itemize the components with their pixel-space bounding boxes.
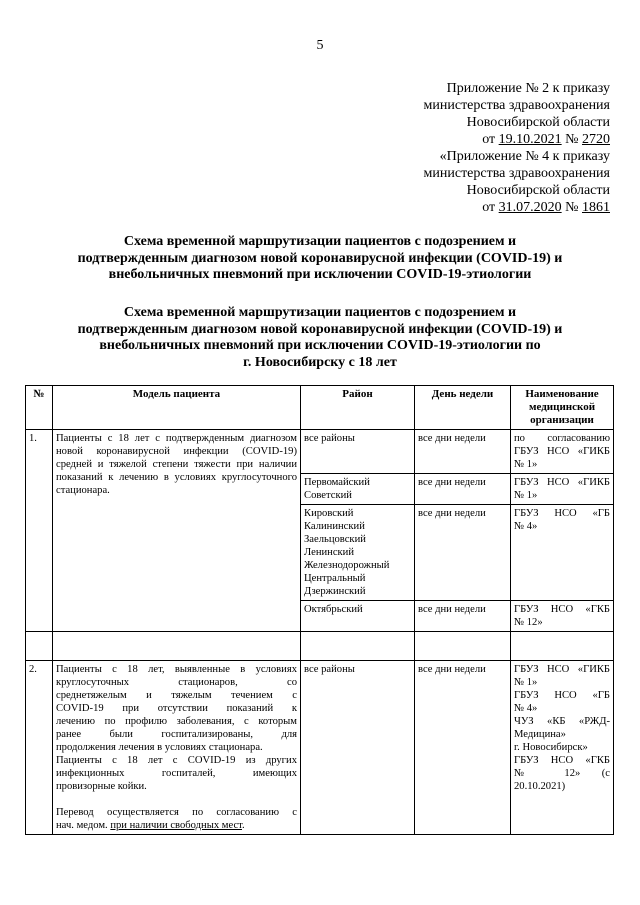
org-line: № 1»	[514, 677, 538, 688]
order-date: 19.10.2021	[498, 132, 562, 147]
table-header-row	[26, 386, 614, 430]
header-num: №	[26, 386, 53, 430]
model-line: продолжения лечения в условиях стационара.	[56, 742, 263, 753]
day-cell: все дни недели	[415, 661, 511, 835]
org-line: № 12» (с	[514, 768, 610, 779]
org-line: № 4»	[514, 521, 538, 532]
org-line: ЧУЗ «КБ «РЖД-	[514, 716, 610, 727]
org-line: № 1»	[514, 459, 538, 470]
district-name: Дзержинский	[304, 586, 366, 597]
district-name: Октябрьский	[304, 604, 363, 615]
row-number: 2.	[26, 661, 53, 835]
district-name: Советский	[304, 490, 352, 501]
org-cell	[511, 474, 614, 505]
org-line: ГБУЗ НСО «ГБ	[514, 690, 610, 701]
row-number: 1.	[26, 430, 53, 632]
order-number-sign: №	[561, 200, 582, 215]
day-cell: все дни недели	[415, 474, 511, 505]
org-line: № 1»	[514, 490, 538, 501]
org-line: г. Новосибирск»	[514, 742, 588, 753]
table-row	[26, 661, 614, 835]
org-cell	[511, 505, 614, 601]
order-number: 2720	[582, 132, 610, 147]
day-cell: все дни недели	[415, 601, 511, 632]
header-org-line: медицинской	[528, 401, 596, 413]
appendix-block	[424, 80, 610, 216]
district-cell	[301, 601, 415, 632]
order-prefix: от	[482, 200, 499, 215]
model-line: Пациенты с 18 лет с COVID-19 из других	[56, 755, 297, 766]
order-prefix: от	[482, 132, 499, 147]
header-district: Район	[301, 386, 415, 430]
title-line: Схема временной маршрутизации пациентов с подозрением и	[123, 234, 517, 249]
appendix-line: Новосибирской области	[466, 183, 610, 198]
patient-model: Пациенты с 18 лет с подтвержденным диагнозом новой коронавирусной инфекции (COVID-19) средней и тяжелой степени тяжести при наличии показаний к лечению в условиях круглосуточного стационара.	[53, 430, 301, 632]
table-row	[26, 430, 614, 474]
model-line: инфекционных госпиталей, имеющих	[56, 768, 297, 779]
header-org-line: организации	[530, 414, 594, 426]
org-line: № 12»	[514, 617, 543, 628]
title-line: Схема временной маршрутизации пациентов с подозрением и	[123, 305, 517, 320]
district-name: Ленинский	[304, 547, 355, 558]
title-line: подтвержденным диагнозом новой коронавирусной инфекции (COVID-19) и	[77, 250, 563, 266]
day-cell: все дни недели	[415, 430, 511, 474]
title-line: внебольничных пневмоний при исключении COVID-19-этиологии	[108, 267, 532, 282]
appendix-line: министерства здравоохранения	[423, 98, 610, 113]
org-cell	[511, 661, 614, 835]
model-line: ранее были госпитализированы, для	[56, 729, 297, 740]
org-line: Медицина»	[514, 729, 566, 740]
district-name: Кировский	[304, 508, 354, 519]
district-name: Центральный	[304, 573, 366, 584]
appendix-order-line	[424, 199, 610, 216]
paragraph-gap	[56, 793, 297, 806]
order-date: 31.07.2020	[498, 200, 562, 215]
transfer-note-line: Перевод осуществляется по согласованию с	[56, 807, 297, 818]
district-name: Заельцовский	[304, 534, 366, 545]
district-name: Калининский	[304, 521, 365, 532]
order-number-sign: №	[561, 132, 582, 147]
document-subtitle	[40, 305, 600, 371]
header-org	[511, 386, 614, 430]
model-line: круглосуточных стационаров, со	[56, 677, 297, 688]
header-model: Модель пациента	[53, 386, 301, 430]
title-line: внебольничных пневмоний при исключении COVID-19-этиологии по	[99, 338, 541, 353]
appendix-order-line	[424, 131, 610, 148]
spacer-cell	[26, 632, 53, 661]
org-cell	[511, 430, 614, 474]
transfer-condition: при наличии свободных мест	[110, 820, 242, 831]
district-name: все районы	[304, 433, 355, 444]
district-cell: все районы	[301, 661, 415, 835]
model-line: провизорные койки.	[56, 781, 147, 792]
transfer-note-line	[56, 819, 297, 832]
appendix-line: Новосибирской области	[466, 115, 610, 130]
model-line: Пациенты с 18 лет, выявленные в условиях	[56, 664, 297, 675]
header-day: День недели	[415, 386, 511, 430]
spacer-cell	[511, 632, 614, 661]
document-title	[40, 234, 600, 284]
appendix-line: Приложение № 2 к приказу	[446, 81, 610, 96]
org-line: ГБУЗ НСО «ГБ	[514, 508, 610, 519]
table-spacer-row	[26, 632, 614, 661]
appendix-line: «Приложение № 4 к приказу	[439, 149, 610, 164]
model-line: COVID-19 при отсутствии показаний к	[56, 703, 297, 714]
order-number: 1861	[582, 200, 610, 215]
district-cell	[301, 505, 415, 601]
appendix-line: министерства здравоохранения	[423, 166, 610, 181]
org-line: по согласованию	[514, 433, 610, 444]
org-line: ГБУЗ НСО «ГИКБ	[514, 446, 610, 457]
district-name: Железнодорожный	[304, 560, 390, 571]
transfer-prefix: нач. медом.	[56, 820, 111, 831]
patient-model	[53, 661, 301, 835]
org-line: ГБУЗ НСО «ГКБ	[514, 755, 610, 766]
org-line: № 4»	[514, 703, 538, 714]
district-cell	[301, 430, 415, 474]
title-line: г. Новосибирску с 18 лет	[243, 354, 397, 370]
org-line: ГБУЗ НСО «ГКБ	[514, 604, 610, 615]
org-line: ГБУЗ НСО «ГИКБ	[514, 477, 610, 488]
district-cell	[301, 474, 415, 505]
transfer-suffix: .	[241, 820, 245, 831]
header-org-line: Наименование	[525, 388, 599, 400]
org-line: ГБУЗ НСО «ГИКБ	[514, 664, 610, 675]
model-line: лечению по профилю заболевания, с которым	[56, 716, 297, 727]
routing-table	[25, 385, 614, 835]
title-line: подтвержденным диагнозом новой коронавирусной инфекции (COVID-19) и	[77, 321, 563, 337]
org-cell	[511, 601, 614, 632]
org-line: 20.10.2021)	[514, 781, 566, 792]
spacer-cell	[53, 632, 301, 661]
day-cell: все дни недели	[415, 505, 511, 601]
spacer-cell	[301, 632, 415, 661]
model-line: среднетяжелым и тяжелым течением с	[56, 690, 297, 701]
spacer-cell	[415, 632, 511, 661]
district-name: Первомайский	[304, 477, 370, 488]
page-number: 5	[316, 38, 324, 53]
